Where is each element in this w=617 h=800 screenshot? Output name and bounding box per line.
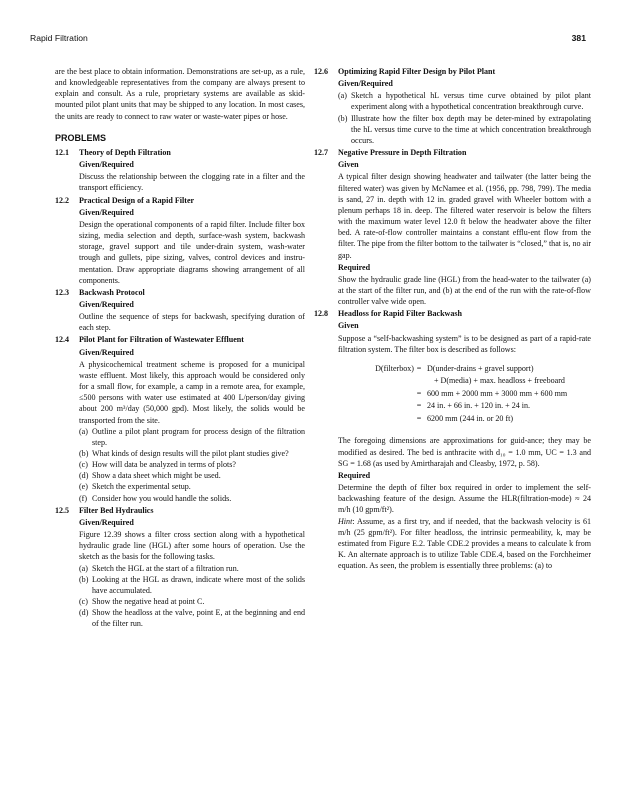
equation-lhs: D(filterbox)	[375, 363, 414, 373]
given-label: Given/Required	[79, 160, 134, 170]
problem-text: The foregoing dimensions are approximations for guid-ance; they may be modified as desired. The bed is anthracite with d₁₀ = 1.0 mm, UC = 1.3 and SG = 1.68 (as used by Amirtharajah and Cleasby, 1972, p. 58).	[338, 436, 591, 468]
equals-sign: =	[416, 363, 422, 373]
problem-number: 12.4	[55, 335, 70, 345]
problem-text: Design the operational components of a rapid filter. Include filter box sizing, media selection and depth, surface-wash system, backwash storage, gravel support and tile under-drain system, wash-water trough and gullets, pipe sizing, valves, control devices and instru-mentation. Draw appropriate diagrams showing arrangement of all components.	[79, 219, 305, 285]
item-label: (a)	[79, 426, 88, 436]
item-text: Looking at the HGL as drawn, indicate where most of the solids have accumulated.	[92, 574, 305, 595]
problem-text: Suppose a “self-backwashing system” is to be designed as part of a rapid-rate filtration system. The filter box is described as follows:	[338, 333, 591, 354]
problem-heading	[55, 505, 305, 516]
problem-title: Optimizing Rapid Filter Design by Pilot Plant	[338, 67, 496, 76]
problem-text: A typical filter design showing headwater and tailwater (the latter being the filtered water) was given by McNamee et al. (1956, pp. 798, 799). The media is sand, 27 in. depth with 12 in. graded gravel with Wheeler bottom with a plenum perhaps 18 in. deep. The filtered water reservoir is below the filters with the maximum water level 12.0 ft below the headwater above the filter bed. A rate-of-flow controller maintains a constant efflu-ent flow from the filter. The pipe from the filter bottom to the tailwater is “closed,” that is, no air gap.	[338, 172, 591, 260]
problem-heading	[55, 334, 305, 345]
hint-paragraph	[338, 516, 591, 572]
equation-term: 6200 mm (244 in. or 20 ft)	[427, 413, 514, 423]
running-header	[30, 33, 586, 47]
equation-row	[314, 375, 591, 388]
hint-label: Hint	[338, 516, 353, 526]
problem-heading	[55, 147, 305, 158]
problem-number: 12.5	[55, 505, 70, 515]
equation-row	[314, 363, 591, 376]
left-column	[55, 66, 305, 630]
list-item	[338, 113, 591, 146]
problem-text: A physicochemical treatment scheme is proposed for a municipal waste effluent. Most likely, this approach would be considered only for a small flow, for example, a camp in a remote area, for example, ≤500 persons with water use estimated at 400 L/person/day giving about 200 m³/day (50,000 gpd). Most likely, the solids would be transported from the site.	[79, 359, 305, 425]
item-label: (b)	[338, 113, 348, 123]
list-item	[79, 563, 305, 574]
list-item	[79, 481, 305, 492]
problem-heading	[55, 287, 305, 298]
required-text: Determine the depth of filter box required in order to implement the self-backwashing feature of the design. Assume the HLR(filtration-mode) ≈ 24 m/h (10 gpm/ft²).	[338, 483, 591, 515]
problem-number: 12.1	[55, 147, 70, 157]
problem-text: Outline the sequence of steps for backwash, specifying duration of each step.	[79, 312, 305, 333]
item-text: Consider how you would handle the solids.	[92, 493, 232, 503]
list-item	[79, 459, 305, 470]
item-text: Sketch the experimental setup.	[92, 482, 191, 492]
problem-heading	[314, 308, 591, 319]
list-item	[79, 426, 305, 448]
item-label: (d)	[79, 608, 89, 618]
right-column	[314, 66, 591, 571]
equation-row	[314, 413, 591, 426]
given-label: Given/Required	[79, 347, 134, 357]
given-label: Given	[338, 321, 359, 331]
item-label: (f)	[79, 493, 88, 503]
required-label: Required	[338, 470, 371, 480]
problem-text: Figure 12.39 shows a filter cross section along with a hypothetical hydraulic grade line (HGL) after some hours of operation. Use the sketch as the basis for the following tasks.	[79, 530, 305, 562]
problem-heading	[55, 195, 305, 206]
item-label: (b)	[79, 574, 89, 584]
intro-paragraph: are the best place to obtain information. Demonstrations are set-up, as a rule, and knowledgeable representatives from the company are always present to explain and consult. As a rule, proprietary systems are available as skid-mounted pilot plant units that may be shipped to any location. In most cases, the units are ready to connect to raw water or waste-water pipes or hose.	[55, 67, 305, 121]
given-label: Given/Required	[79, 517, 134, 527]
given-label: Given	[338, 160, 359, 170]
problem-title: Practical Design of a Rapid Filter	[79, 195, 195, 205]
list-item	[79, 596, 305, 607]
equation-row	[314, 400, 591, 413]
equation-term: D(under-drains + gravel support)	[427, 363, 534, 373]
item-text: Show a data sheet which might be used.	[92, 471, 221, 481]
item-label: (d)	[79, 471, 89, 481]
item-label: (c)	[79, 597, 88, 607]
hint-text: : Assume, as a first try, and if needed, that the backwash velocity is 61 m/h (25 gpm/ft²). For filter headloss, the intrinsic permeability, k, may be estimated from Figure E.2. Table CDE.2 provides a means to calculate k from K. An alternate approach is to utilize Table CDE.4, based on the Forchheimer equation. As seen, the problem is essentially three problems: (a) to	[338, 516, 591, 571]
problem-title: Negative Pressure in Depth Filtration	[338, 148, 467, 158]
problem-text: Discuss the relationship between the clogging rate in a filter and the transport efficiency.	[79, 172, 305, 193]
item-text: Show the headloss at the valve, point E, at the beginning and end of the filter run.	[92, 608, 305, 629]
item-text: Outline a pilot plant program for process design of the filtration step.	[92, 426, 305, 447]
item-text: Sketch a hypothetical hL versus time curve obtained by pilot plant experiment along with a hypothetical concentration breakthrough curve.	[351, 91, 591, 112]
filterbox-equation	[314, 363, 591, 426]
list-item	[79, 448, 305, 459]
equation-row	[314, 388, 591, 401]
item-label: (c)	[79, 460, 88, 470]
problem-number: 12.3	[55, 287, 70, 297]
list-item	[79, 574, 305, 596]
problem-title: Headloss for Rapid Filter Backwash	[338, 309, 462, 319]
problem-title: Pilot Plant for Filtration of Wastewater Effluent	[79, 335, 244, 345]
equals-sign: =	[416, 413, 422, 423]
item-text: What kinds of design results will the pilot plant studies give?	[92, 449, 289, 458]
required-label: Required	[338, 262, 371, 272]
equation-term: + D(media) + max. headloss + freeboard	[434, 376, 565, 386]
required-text: Show the hydraulic grade line (HGL) from the head-water to the tailwater (a) at the start of the filter run, and (b) at the end of the run with the rate-of-flow controller valve wide open.	[338, 274, 591, 307]
given-label: Given/Required	[79, 207, 134, 217]
problem-heading	[314, 147, 591, 158]
problem-title: Theory of Depth Filtration	[79, 147, 171, 157]
equals-sign: =	[416, 401, 422, 411]
list-item	[338, 90, 591, 112]
item-label: (a)	[79, 563, 88, 573]
item-text: Show the negative head at point C.	[92, 597, 205, 607]
given-label: Given/Required	[79, 299, 134, 309]
item-text: How will data be analyzed in terms of plots?	[92, 460, 236, 470]
item-text: Illustrate how the filter box depth may be deter-mined by extrapolating the hL versus time curve to the time at which concentration breakthrough occurs.	[351, 113, 591, 145]
list-item	[79, 470, 305, 481]
item-text: Sketch the HGL at the start of a filtration run.	[92, 563, 239, 573]
item-label: (b)	[79, 449, 89, 458]
equation-term: 600 mm + 2000 mm + 3000 mm + 600 mm	[427, 388, 568, 398]
given-label: Given/Required	[338, 79, 393, 89]
problem-number: 12.8	[314, 309, 329, 319]
problem-number: 12.6	[314, 67, 329, 76]
problem-title: Filter Bed Hydraulics	[79, 505, 154, 515]
list-item	[79, 493, 305, 504]
problem-number: 12.7	[314, 148, 329, 158]
section-title: PROBLEMS	[55, 132, 107, 143]
page-number: 381	[571, 33, 586, 43]
item-label: (a)	[338, 91, 347, 101]
list-item	[79, 607, 305, 629]
equation-term: 24 in. + 66 in. + 120 in. + 24 in.	[427, 401, 531, 411]
running-title: Rapid Filtration	[30, 33, 88, 43]
equals-sign: =	[416, 388, 422, 398]
item-label: (e)	[79, 482, 88, 492]
problem-heading	[314, 66, 591, 77]
problem-number: 12.2	[55, 195, 70, 205]
problem-title: Backwash Protocol	[79, 287, 145, 297]
